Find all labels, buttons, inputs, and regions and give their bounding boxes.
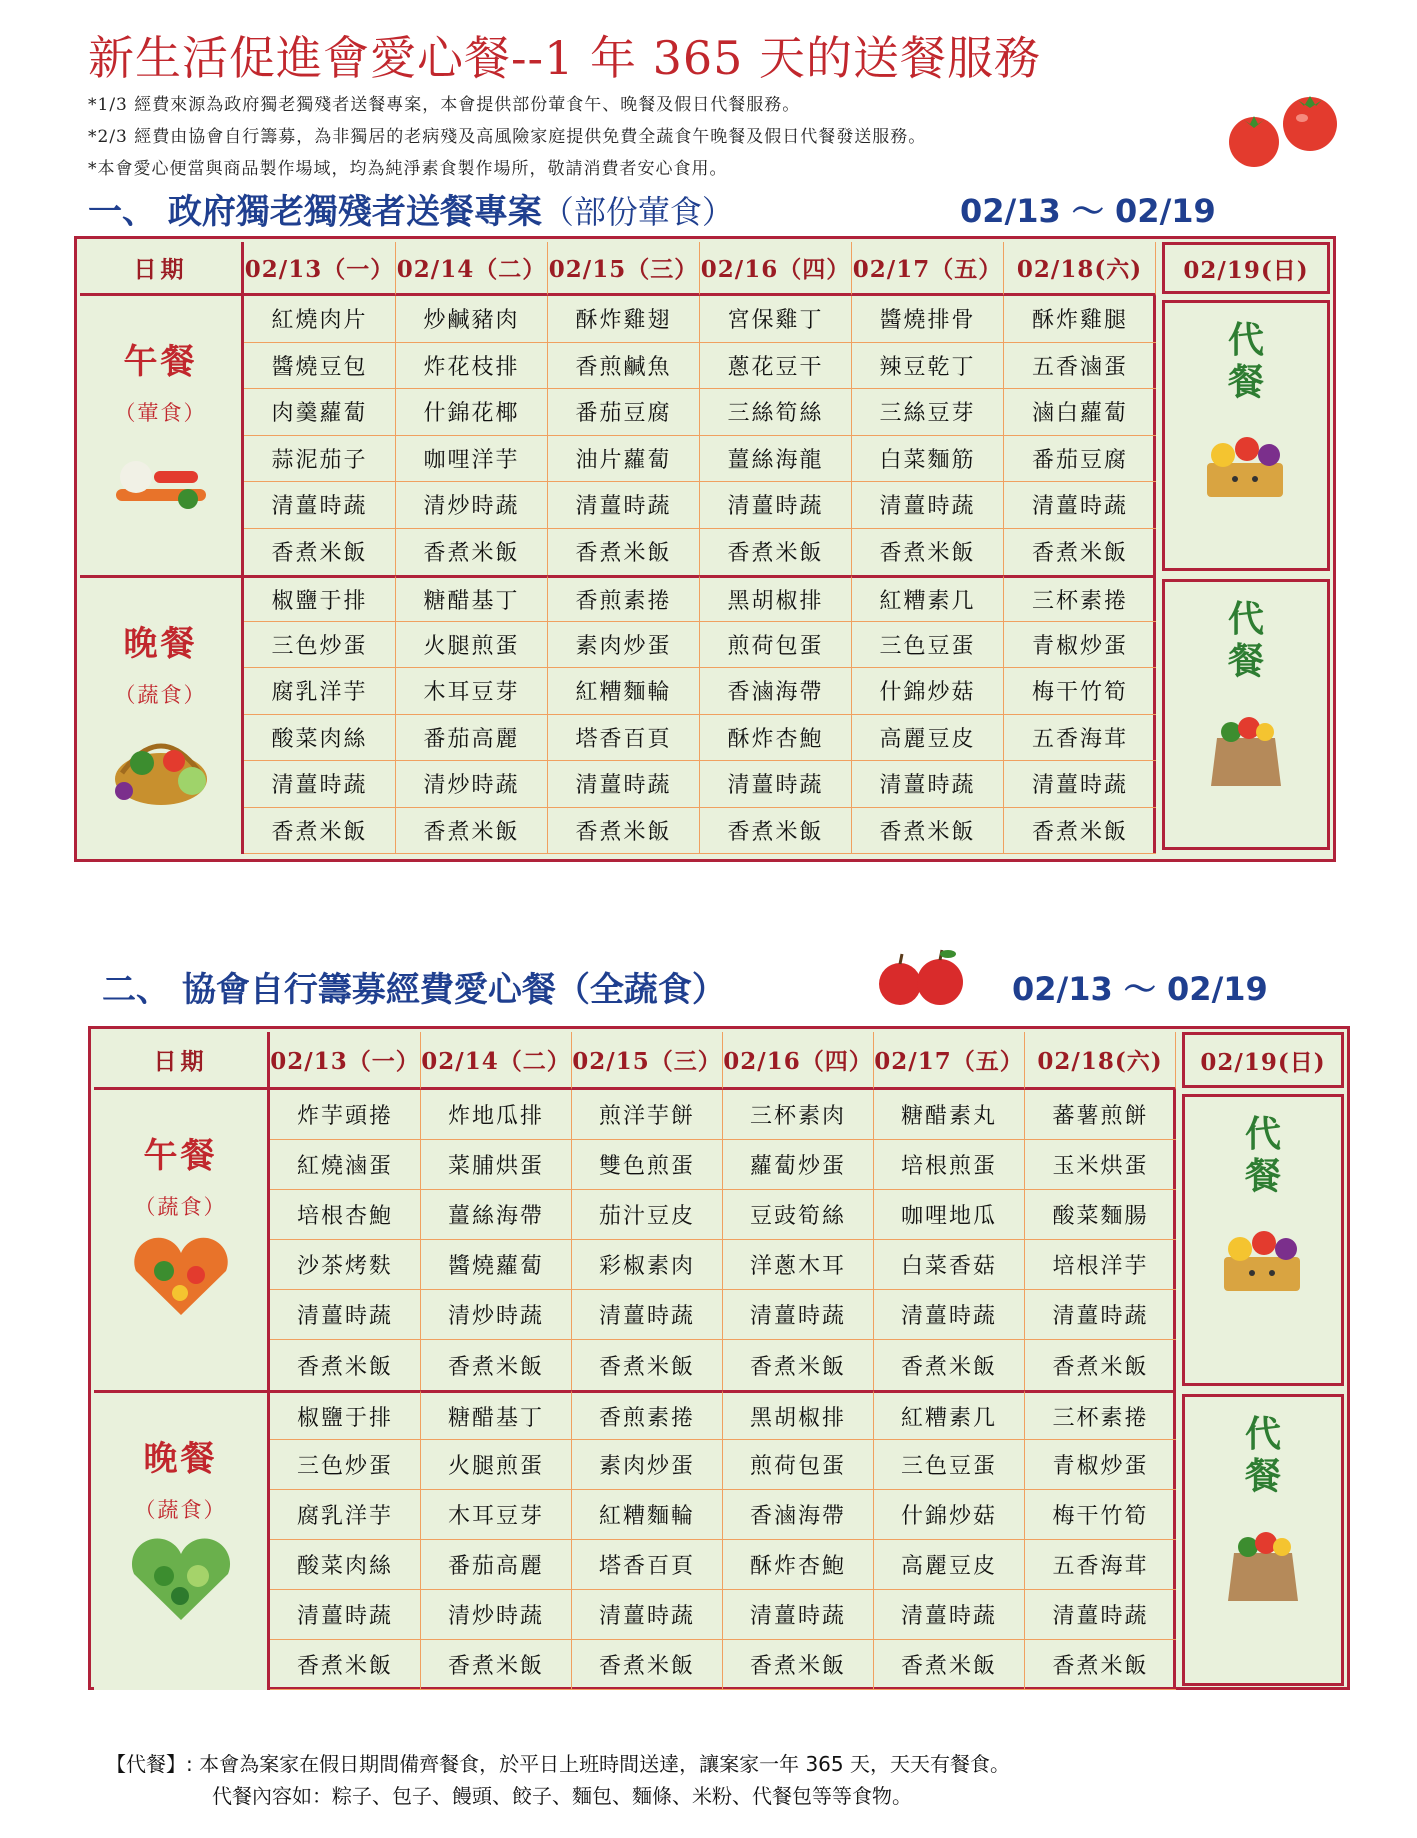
section2-lunch-dish: 清炒時蔬 (421, 1290, 572, 1340)
section1-lunch-dish: 紅燒肉片 (244, 296, 396, 343)
section1-sunday-illustration (1187, 419, 1305, 513)
section2-lunch-dish: 炸地瓜排 (421, 1090, 572, 1140)
section1-dinner-dish: 香煎素捲 (548, 575, 700, 622)
section2-lunch-dish: 清薑時蔬 (874, 1290, 1025, 1340)
section1-lunch-dish: 三絲豆芽 (852, 389, 1004, 436)
section1-sunday-panel-lunch (1162, 300, 1330, 571)
section2-dinner-dish: 糖醋基丁 (421, 1390, 572, 1440)
section1-dinner-dish: 煎荷包蛋 (700, 622, 852, 669)
section2-lunch-dish: 沙茶烤麩 (270, 1240, 421, 1290)
section2-dinner-dish: 番茄高麗 (421, 1540, 572, 1590)
section1-dinner-dish: 紅糟麵輪 (548, 668, 700, 715)
section1-subtitle: （部份葷食） (541, 193, 734, 231)
section1-lunch-dish: 香煮米飯 (244, 529, 396, 576)
section2-lunch-dish: 香煮米飯 (270, 1340, 421, 1390)
section1-lunch-dish: 炸花枝排 (396, 343, 548, 390)
section1-lunch-sub: （葷食） (114, 401, 207, 425)
section2-lunch-dish: 香煮米飯 (874, 1340, 1025, 1390)
section1-lunch-dish: 炒鹹豬肉 (396, 296, 548, 343)
section1-dinner-dish: 清薑時蔬 (548, 761, 700, 808)
section1-dinner-dish: 青椒炒蛋 (1004, 622, 1156, 669)
section2-dinner-dish: 紅糟麵輪 (572, 1490, 723, 1540)
section1-dinner-dish: 清薑時蔬 (1004, 761, 1156, 808)
section2-dinner-dish: 香滷海帶 (723, 1490, 874, 1540)
section2-sunday-illustration (1204, 1213, 1322, 1307)
section1-lunch-dish: 肉羹蘿蔔 (244, 389, 396, 436)
section1-dinner-dish: 黑胡椒排 (700, 575, 852, 622)
section1-lunch-dish: 香煮米飯 (700, 529, 852, 576)
section2-dinner-name: 晚餐 (143, 1439, 218, 1479)
section2-dinner-dish: 清薑時蔬 (723, 1590, 874, 1640)
section2-dinner-dish: 香煎素捲 (572, 1390, 723, 1440)
section2-lunch-dish: 香煮米飯 (421, 1340, 572, 1390)
section1-date-col-1: 02/13（一） (244, 242, 396, 296)
section1-grid (80, 242, 1156, 854)
section1-lunch-dish: 白菜麵筋 (852, 436, 1004, 483)
section2-dinner-dish: 黑胡椒排 (723, 1390, 874, 1440)
section1-dinner-label (80, 575, 244, 854)
section1-lunch-dish: 薑絲海龍 (700, 436, 852, 483)
section1-lunch-dish: 清薑時蔬 (1004, 482, 1156, 529)
section1-lunch-label (80, 296, 244, 575)
section2-dinner-dish: 什錦炒菇 (874, 1490, 1025, 1540)
section2-lunch-dish: 香煮米飯 (572, 1340, 723, 1390)
section1-date-col-3: 02/15（三） (548, 242, 700, 296)
section1-dinner-dish: 五香海茸 (1004, 715, 1156, 762)
section2-lunch-dish: 三杯素肉 (723, 1090, 874, 1140)
section2-date-range: 02/13 ～ 02/19 (1012, 970, 1268, 1008)
section2-dinner-dish: 火腿煎蛋 (421, 1440, 572, 1490)
section1-lunch-dish: 油片蘿蔔 (548, 436, 700, 483)
section2-lunch-dish: 培根杏鮑 (270, 1190, 421, 1240)
footer-note-1: 【代餐】: 本會為案家在假日期間備齊餐食，於平日上班時間送達，讓案家一年 365 天，天天有餐食。 (106, 1752, 1010, 1776)
section1-dinner-dish: 酥炸杏鮑 (700, 715, 852, 762)
section2-dinner-dish: 清薑時蔬 (572, 1590, 723, 1640)
section2-sunday-panel-dinner (1182, 1394, 1344, 1686)
section2-dinner-dish: 高麗豆皮 (874, 1540, 1025, 1590)
section1-lunch-dish: 清薑時蔬 (852, 482, 1004, 529)
section2-date-col-6: 02/18(六) (1025, 1032, 1176, 1090)
section2-dinner-sub: （蔬食） (134, 1498, 227, 1522)
section1-dinner-dish: 紅糟素几 (852, 575, 1004, 622)
section1-dinner-dish: 三杯素捲 (1004, 575, 1156, 622)
section2-lunch-dish: 茄汁豆皮 (572, 1190, 723, 1240)
section2-dinner-dish: 三色炒蛋 (270, 1440, 421, 1490)
section1-lunch-dish: 三絲筍絲 (700, 389, 852, 436)
section2-dinner-dish: 三色豆蛋 (874, 1440, 1025, 1490)
section2-dinner-dish: 青椒炒蛋 (1025, 1440, 1176, 1490)
section1-dinner-dish: 火腿煎蛋 (396, 622, 548, 669)
section1-dinner-dish: 香煮米飯 (244, 808, 396, 855)
section2-dinner-dish: 香煮米飯 (270, 1640, 421, 1690)
section2-dinner-dish: 酥炸杏鮑 (723, 1540, 874, 1590)
section2-lunch-dish: 清薑時蔬 (723, 1290, 874, 1340)
section1-lunch-dish: 醬燒豆包 (244, 343, 396, 390)
section2-dinner-dish: 香煮米飯 (874, 1640, 1025, 1690)
section2-dinner-dish: 素肉炒蛋 (572, 1440, 723, 1490)
section2-dinner-dish: 五香海茸 (1025, 1540, 1176, 1590)
section1-dinner-dish: 椒鹽于排 (244, 575, 396, 622)
section2-lunch-label (94, 1090, 270, 1390)
section2-dinner-dish: 清炒時蔬 (421, 1590, 572, 1640)
section2-lunch-dish: 香煮米飯 (723, 1340, 874, 1390)
section1-lunch-dish: 酥炸雞翅 (548, 296, 700, 343)
section1-lunch-name: 午餐 (123, 342, 198, 382)
section1-dinner-food-illustration (102, 719, 220, 813)
section1-lunch-dish: 滷白蘿蔔 (1004, 389, 1156, 436)
apple-icon (874, 946, 970, 1008)
section1-lunch-dish: 香煎鹹魚 (548, 343, 700, 390)
section1-lunch-dish: 番茄豆腐 (1004, 436, 1156, 483)
section1-dinner-dish: 高麗豆皮 (852, 715, 1004, 762)
section2-lunch-dish: 豆豉筍絲 (723, 1190, 874, 1240)
section2-lunch-dish: 酸菜麵腸 (1025, 1190, 1176, 1240)
section2-date-col-2: 02/14（二） (421, 1032, 572, 1090)
section2-substitute-meal-label: 代餐 (1244, 1413, 1281, 1497)
section1-dinner-dish: 三色豆蛋 (852, 622, 1004, 669)
section2-lunch-dish: 玉米烘蛋 (1025, 1140, 1176, 1190)
section1-lunch-dish: 什錦花椰 (396, 389, 548, 436)
tomato-icon (1222, 90, 1342, 170)
section2-dinner-dish: 木耳豆芽 (421, 1490, 572, 1540)
section2-lunch-dish: 培根洋芋 (1025, 1240, 1176, 1290)
section2-lunch-dish: 香煮米飯 (1052, 1354, 1149, 1380)
section2-lunch-dish: 薑絲海帶 (421, 1190, 572, 1240)
section2-dinner-dish: 椒鹽于排 (270, 1390, 421, 1440)
section2-dinner-dish: 三杯素捲 (1025, 1390, 1176, 1440)
section2-sunday-panel-lunch (1182, 1094, 1344, 1386)
section1-lunch-dish: 香煮米飯 (1031, 541, 1128, 567)
section2-grid (94, 1032, 1176, 1690)
note-line-2: *2/3 經費由協會自行籌募，為非獨居的老病殘及高風險家庭提供免費全蔬食午晚餐及假日代餐發送服務。 (88, 127, 927, 147)
section2-dinner-dish: 酸菜肉絲 (270, 1540, 421, 1590)
section1-lunch-dish: 酥炸雞腿 (1004, 296, 1156, 343)
section1-dinner-dish: 番茄高麗 (396, 715, 548, 762)
section1-lunch-dish: 清薑時蔬 (700, 482, 852, 529)
section2-date-col-4: 02/16（四） (723, 1032, 874, 1090)
section1-sunday-illustration (1187, 698, 1305, 792)
section2-lunch-dish: 清薑時蔬 (270, 1290, 421, 1340)
page-title: 新生活促進會愛心餐--1 年 365 天的送餐服務 (88, 31, 1042, 85)
section1-date-col-2: 02/14（二） (396, 242, 548, 296)
section2-dinner-dish: 香煮米飯 (723, 1640, 874, 1690)
section1-dinner-dish: 香煮米飯 (700, 808, 852, 855)
section1-title-text: 一、 政府獨老獨殘者送餐專案 (88, 192, 542, 232)
section1-lunch-dish: 清薑時蔬 (244, 482, 396, 529)
section1-dinner-dish: 清炒時蔬 (396, 761, 548, 808)
section2-lunch-dish: 蕃薯煎餅 (1025, 1090, 1176, 1140)
footer-note-2: 代餐內容如：粽子、包子、饅頭、餃子、麵包、麵條、米粉、代餐包等等食物。 (212, 1784, 912, 1808)
section2-lunch-dish: 醬燒蘿蔔 (421, 1240, 572, 1290)
section2-sunday-illustration (1204, 1513, 1322, 1607)
section1-dinner-dish: 香滷海帶 (700, 668, 852, 715)
section1-dinner-dish: 腐乳洋芋 (244, 668, 396, 715)
section2-lunch-dish: 培根煎蛋 (874, 1140, 1025, 1190)
section2-dinner-dish: 清薑時蔬 (874, 1590, 1025, 1640)
section1-lunch-dish: 香煮米飯 (396, 529, 548, 576)
section2-lunch-dish: 糖醋素丸 (874, 1090, 1025, 1140)
section1-lunch-dish: 宮保雞丁 (700, 296, 852, 343)
section1-sunday-header: 02/19(日) (1162, 242, 1330, 294)
section1-menu-table (74, 236, 1336, 862)
section2-dinner-dish: 香煮米飯 (572, 1640, 723, 1690)
section1-date-col-5: 02/17（五） (852, 242, 1004, 296)
section1-dinner-dish: 清薑時蔬 (700, 761, 852, 808)
section1-lunch-dish: 香煮米飯 (548, 529, 700, 576)
section2-lunch-sub: （蔬食） (134, 1195, 227, 1219)
section2-lunch-dish: 炸芋頭捲 (270, 1090, 421, 1140)
section2-lunch-dish: 咖哩地瓜 (874, 1190, 1025, 1240)
section2-lunch-dish: 紅燒滷蛋 (270, 1140, 421, 1190)
section1-lunch-dish: 五香滷蛋 (1004, 343, 1156, 390)
section2-date-header: 日期 (94, 1032, 270, 1090)
section2-date-col-1: 02/13（一） (270, 1032, 421, 1090)
section1-lunch-dish: 蔥花豆干 (700, 343, 852, 390)
section2-date-col-3: 02/15（三） (572, 1032, 723, 1090)
section1-lunch-dish: 香煮米飯 (852, 529, 1004, 576)
section2-dinner-dish: 清薑時蔬 (1025, 1590, 1176, 1640)
section2-lunch-dish: 蘿蔔炒蛋 (723, 1140, 874, 1190)
section2-lunch-food-illustration (122, 1231, 240, 1325)
section2-lunch-dish: 煎洋芋餅 (572, 1090, 723, 1140)
section1-dinner-dish: 香煮米飯 (1004, 808, 1156, 855)
section2-dinner-food-illustration (122, 1534, 240, 1628)
note-line-3: *本會愛心便當與商品製作場域，均為純淨素食製作場所，敬請消費者安心食用。 (88, 159, 728, 179)
section1-dinner-dish: 香煮米飯 (548, 808, 700, 855)
section2-dinner-dish: 煎荷包蛋 (723, 1440, 874, 1490)
section1-lunch-dish: 咖哩洋芋 (396, 436, 548, 483)
section1-dinner-dish: 糖醋基丁 (396, 575, 548, 622)
section2-dinner-dish: 清薑時蔬 (270, 1590, 421, 1640)
section1-lunch-dish: 蒜泥茄子 (244, 436, 396, 483)
section1-substitute-meal-label: 代餐 (1227, 598, 1264, 682)
section2-lunch-name: 午餐 (143, 1136, 218, 1176)
section2-date-col-5: 02/17（五） (874, 1032, 1025, 1090)
section2-dinner-dish: 香煮米飯 (1025, 1640, 1176, 1690)
section1-lunch-food-illustration (102, 437, 220, 531)
section2-dinner-dish: 塔香百頁 (572, 1540, 723, 1590)
section2-substitute-meal-label: 代餐 (1244, 1113, 1281, 1197)
section2-lunch-dish: 彩椒素肉 (572, 1240, 723, 1290)
section1-lunch-dish: 辣豆乾丁 (852, 343, 1004, 390)
section2-dinner-label (94, 1390, 270, 1690)
section1-dinner-dish: 清薑時蔬 (852, 761, 1004, 808)
section1-dinner-dish: 三色炒蛋 (244, 622, 396, 669)
section1-dinner-dish: 香煮米飯 (396, 808, 548, 855)
section2-lunch-dish: 清薑時蔬 (572, 1290, 723, 1340)
section1-lunch-dish: 番茄豆腐 (548, 389, 700, 436)
note-line-1: *1/3 經費來源為政府獨老獨殘者送餐專案，本會提供部份葷食午、晚餐及假日代餐服務。 (88, 95, 801, 115)
section1-dinner-dish: 素肉炒蛋 (548, 622, 700, 669)
section2-sunday-header: 02/19(日) (1182, 1032, 1344, 1088)
section1-dinner-dish: 木耳豆芽 (396, 668, 548, 715)
section1-dinner-dish: 酸菜肉絲 (244, 715, 396, 762)
section1-date-col-6: 02/18(六) (1004, 242, 1156, 296)
section2-lunch-dish: 菜脯烘蛋 (421, 1140, 572, 1190)
section1-dinner-dish: 梅干竹筍 (1004, 668, 1156, 715)
section2-lunch-dish: 雙色煎蛋 (572, 1140, 723, 1190)
section1-lunch-dish: 醬燒排骨 (852, 296, 1004, 343)
section2-lunch-dish: 清薑時蔬 (1025, 1290, 1176, 1340)
section2-dinner-dish: 香煮米飯 (421, 1640, 572, 1690)
section1-dinner-dish: 香煮米飯 (852, 808, 1004, 855)
section1-lunch-dish: 清薑時蔬 (548, 482, 700, 529)
section1-date-col-4: 02/16（四） (700, 242, 852, 296)
section1-substitute-meal-label: 代餐 (1227, 319, 1264, 403)
section1-dinner-dish: 什錦炒菇 (852, 668, 1004, 715)
section1-dinner-name: 晚餐 (123, 624, 198, 664)
section2-lunch-dish: 白菜香菇 (874, 1240, 1025, 1290)
section1-dinner-sub: （蔬食） (114, 683, 207, 707)
section1-lunch-dish: 清炒時蔬 (396, 482, 548, 529)
section2-dinner-dish: 紅糟素几 (874, 1390, 1025, 1440)
section2-menu-table (88, 1026, 1350, 1690)
section1-date-range: 02/13 ～ 02/19 (960, 192, 1216, 230)
section2-lunch-dish: 洋蔥木耳 (723, 1240, 874, 1290)
section1-title (88, 184, 734, 233)
section1-sunday-panel-dinner (1162, 579, 1330, 850)
section2-title: 二、 協會自行籌募經費愛心餐（全蔬食） (102, 970, 726, 1010)
section1-date-header: 日期 (80, 242, 244, 296)
section1-dinner-dish: 清薑時蔬 (244, 761, 396, 808)
section2-dinner-dish: 梅干竹筍 (1025, 1490, 1176, 1540)
section1-dinner-dish: 塔香百頁 (548, 715, 700, 762)
section2-dinner-dish: 腐乳洋芋 (270, 1490, 421, 1540)
